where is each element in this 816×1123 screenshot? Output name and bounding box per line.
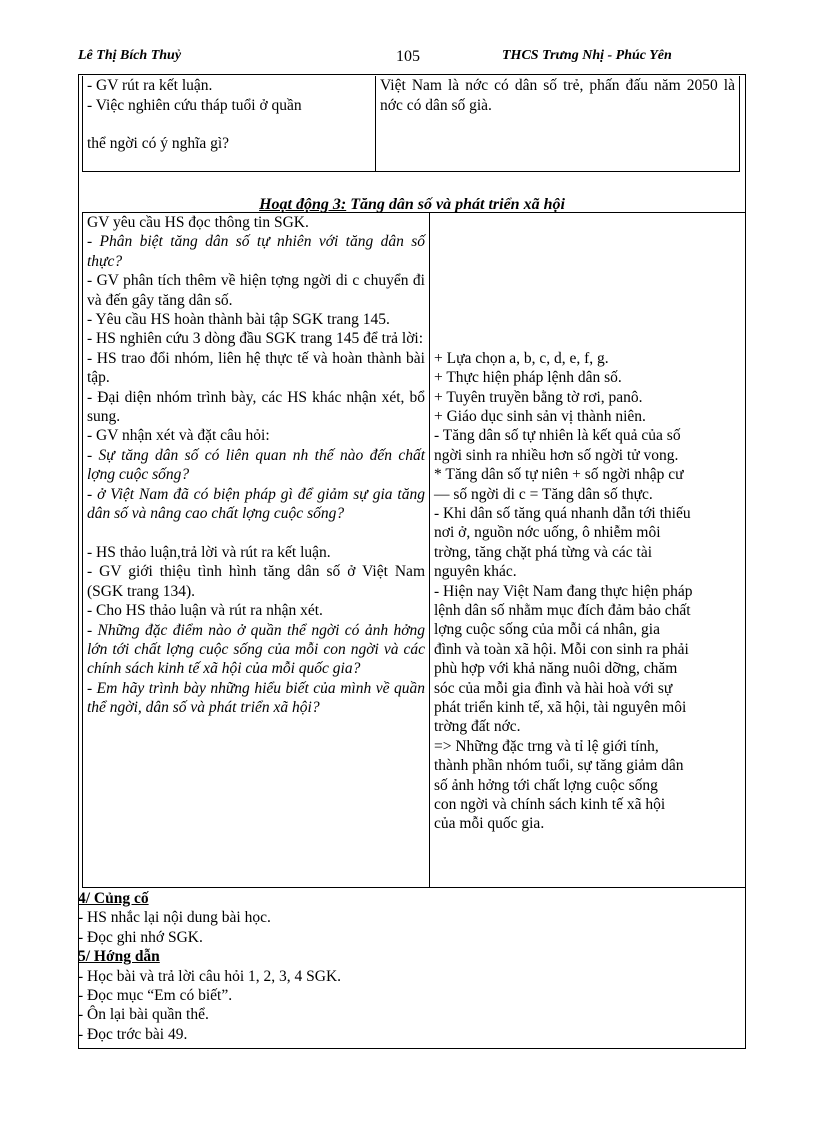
student-column bbox=[430, 212, 746, 888]
text-line: Việt Nam là nớc có dân số trẻ, phấn đấu năm 2050 là nớc có dân số già. bbox=[380, 77, 735, 114]
student-answer-line: — số ngời di c = Tăng dân số thực. bbox=[434, 485, 653, 503]
student-answer-line: số ảnh hởng tới chất lợng cuộc sống bbox=[434, 776, 658, 794]
list-item: - Đọc ghi nhớ SGK. bbox=[78, 928, 203, 946]
student-answer-line: ngời sinh ra nhiều hơn số ngời tử vong. bbox=[434, 446, 679, 464]
teacher-column bbox=[82, 212, 430, 888]
student-answer-line: - Tăng dân số tự nhiên là kết quả của số bbox=[434, 427, 681, 445]
list-item: - Học bài và trả lời câu hỏi 1, 2, 3, 4 SGK. bbox=[78, 967, 342, 985]
student-answer-line: trờng đất nớc. bbox=[434, 718, 521, 736]
teacher-activity-line: GV yêu cầu HS đọc thông tin SGK. bbox=[87, 214, 309, 231]
list-item: - Đọc trớc bài 49. bbox=[78, 1025, 188, 1043]
section-guidance: 5/ Hớng dẫn bbox=[78, 948, 160, 966]
list-item: - Đọc mục “Em có biết”. bbox=[78, 987, 233, 1005]
teacher-activity-line: - ở Việt Nam đã có biện pháp gì để giảm sự gia tăng dân số và nâng cao chất lợng cuộc sống? bbox=[87, 485, 425, 523]
student-answer-line: - Khi dân số tăng quá nhanh dẫn tới thiếu bbox=[434, 504, 691, 522]
student-answer-line: thành phần nhóm tuổi, sự tăng giảm dân bbox=[434, 757, 684, 775]
teacher-activity-line: - Cho HS thảo luận và rút ra nhận xét. bbox=[87, 602, 323, 620]
student-answer-line: nơi ở, nguồn nớc uống, ô nhiễm môi bbox=[434, 524, 661, 542]
text-line: thể ngời có ý nghĩa gì? bbox=[87, 135, 230, 152]
student-answer-line: - Hiện nay Việt Nam đang thực hiện pháp bbox=[434, 582, 693, 600]
student-answer-line: * Tăng dân số tự niên + số ngời nhập cư bbox=[434, 466, 684, 484]
student-answer-line: lệnh dân số nhằm mục đích đảm bảo chất bbox=[434, 602, 691, 620]
header-school: THCS Trưng Nhị - Phúc Yên bbox=[502, 48, 672, 63]
teacher-activity-line: - Em hãy trình bày những hiểu biết của mình về quần thể ngời, dân số và phát triển xã hội? bbox=[87, 679, 425, 717]
spacer bbox=[87, 524, 425, 543]
teacher-activity-line: - GV phân tích thêm về hiện tợng ngời di c chuyển đi và đến gây tăng dân số. bbox=[87, 272, 425, 309]
student-answer-line: đình và toàn xã hội. Mỗi con sinh ra phải bbox=[434, 640, 689, 658]
teacher-activity-line: - HS trao đổi nhóm, liên hệ thực tế và hoàn thành bài tập. bbox=[87, 349, 425, 387]
student-answer-line: nguyên khác. bbox=[434, 563, 517, 581]
teacher-activity-line: - Phân biệt tăng dân số tự nhiên với tăng dân số thực? bbox=[87, 233, 425, 270]
activity-label: Hoạt động 3: bbox=[259, 196, 347, 213]
table-continued bbox=[82, 76, 740, 172]
student-answer-line: sóc của mỗi gia đình và hài hoà với sự bbox=[434, 679, 673, 697]
lesson-footer bbox=[78, 889, 746, 1044]
student-answer-line: của mỗi quốc gia. bbox=[434, 815, 545, 833]
section-consolidation: 4/ Củng cố bbox=[78, 890, 149, 907]
page-number: 105 bbox=[396, 48, 420, 65]
student-answer-line: + Tuyên truyền bằng tờ rơi, panô. bbox=[434, 388, 643, 406]
student-answer-line: phát triển kinh tế, xã hội, tài nguyên môi bbox=[434, 699, 687, 717]
student-answer-line: phù hợp với khả năng nuôi dỡng, chăm bbox=[434, 660, 678, 678]
teacher-activity-line: - Đại diện nhóm trình bày, các HS khác nhận xét, bổ sung. bbox=[87, 388, 425, 426]
student-answer-line: + Giáo dục sinh sản vị thành niên. bbox=[434, 407, 646, 425]
teacher-activity-line: - GV nhận xét và đặt câu hỏi: bbox=[87, 427, 270, 445]
header-author: Lê Thị Bích Thuỷ bbox=[78, 48, 182, 63]
teacher-activity-line: - Những đặc điểm nào ở quần thể ngời có ảnh hởng lớn tới chất lợng cuộc sống của mỗi con ngời và các chính sách kinh tế xã hội của mỗi quốc gia? bbox=[87, 621, 425, 678]
teacher-activity-line: - Sự tăng dân số có liên quan nh thế nào đến chất lợng cuộc sống? bbox=[87, 446, 425, 484]
student-answer-line: trờng, tăng chặt phá từng và các tài bbox=[434, 543, 653, 561]
activity-title-text: Tăng dân số và phát triển xã hội bbox=[346, 196, 565, 213]
page-header bbox=[78, 48, 746, 70]
table-continued-right bbox=[376, 76, 740, 172]
list-item: - HS nhắc lại nội dung bài học. bbox=[78, 909, 271, 927]
teacher-activity-line: - HS thảo luận,trả lời và rút ra kết luận. bbox=[87, 543, 331, 561]
table-continued-left bbox=[82, 76, 376, 172]
student-answer-line: + Thực hiện pháp lệnh dân số. bbox=[434, 369, 622, 387]
student-answer-line: + Lựa chọn a, b, c, d, e, f, g. bbox=[434, 349, 609, 367]
student-answer-line: lợng cuộc sống của mỗi cá nhân, gia bbox=[434, 621, 660, 639]
teacher-activity-line: - GV giới thiệu tình hình tăng dân số ở Việt Nam (SGK trang 134). bbox=[87, 563, 425, 600]
list-item: - Ôn lại bài quần thể. bbox=[78, 1006, 209, 1024]
student-answer-line: => Những đặc trng và tỉ lệ giới tính, bbox=[434, 737, 659, 755]
text-line: - GV rút ra kết luận. bbox=[87, 77, 213, 94]
activity-table bbox=[82, 212, 746, 888]
text-line: - Việc nghiên cứu tháp tuổi ở quần bbox=[87, 97, 302, 114]
teacher-activity-line: - HS nghiên cứu 3 dòng đầu SGK trang 145 để trả lời: bbox=[87, 330, 424, 348]
teacher-activity-line: - Yêu cầu HS hoàn thành bài tập SGK trang 145. bbox=[87, 311, 390, 329]
student-answer-line: con ngời và chính sách kinh tế xã hội bbox=[434, 796, 666, 814]
